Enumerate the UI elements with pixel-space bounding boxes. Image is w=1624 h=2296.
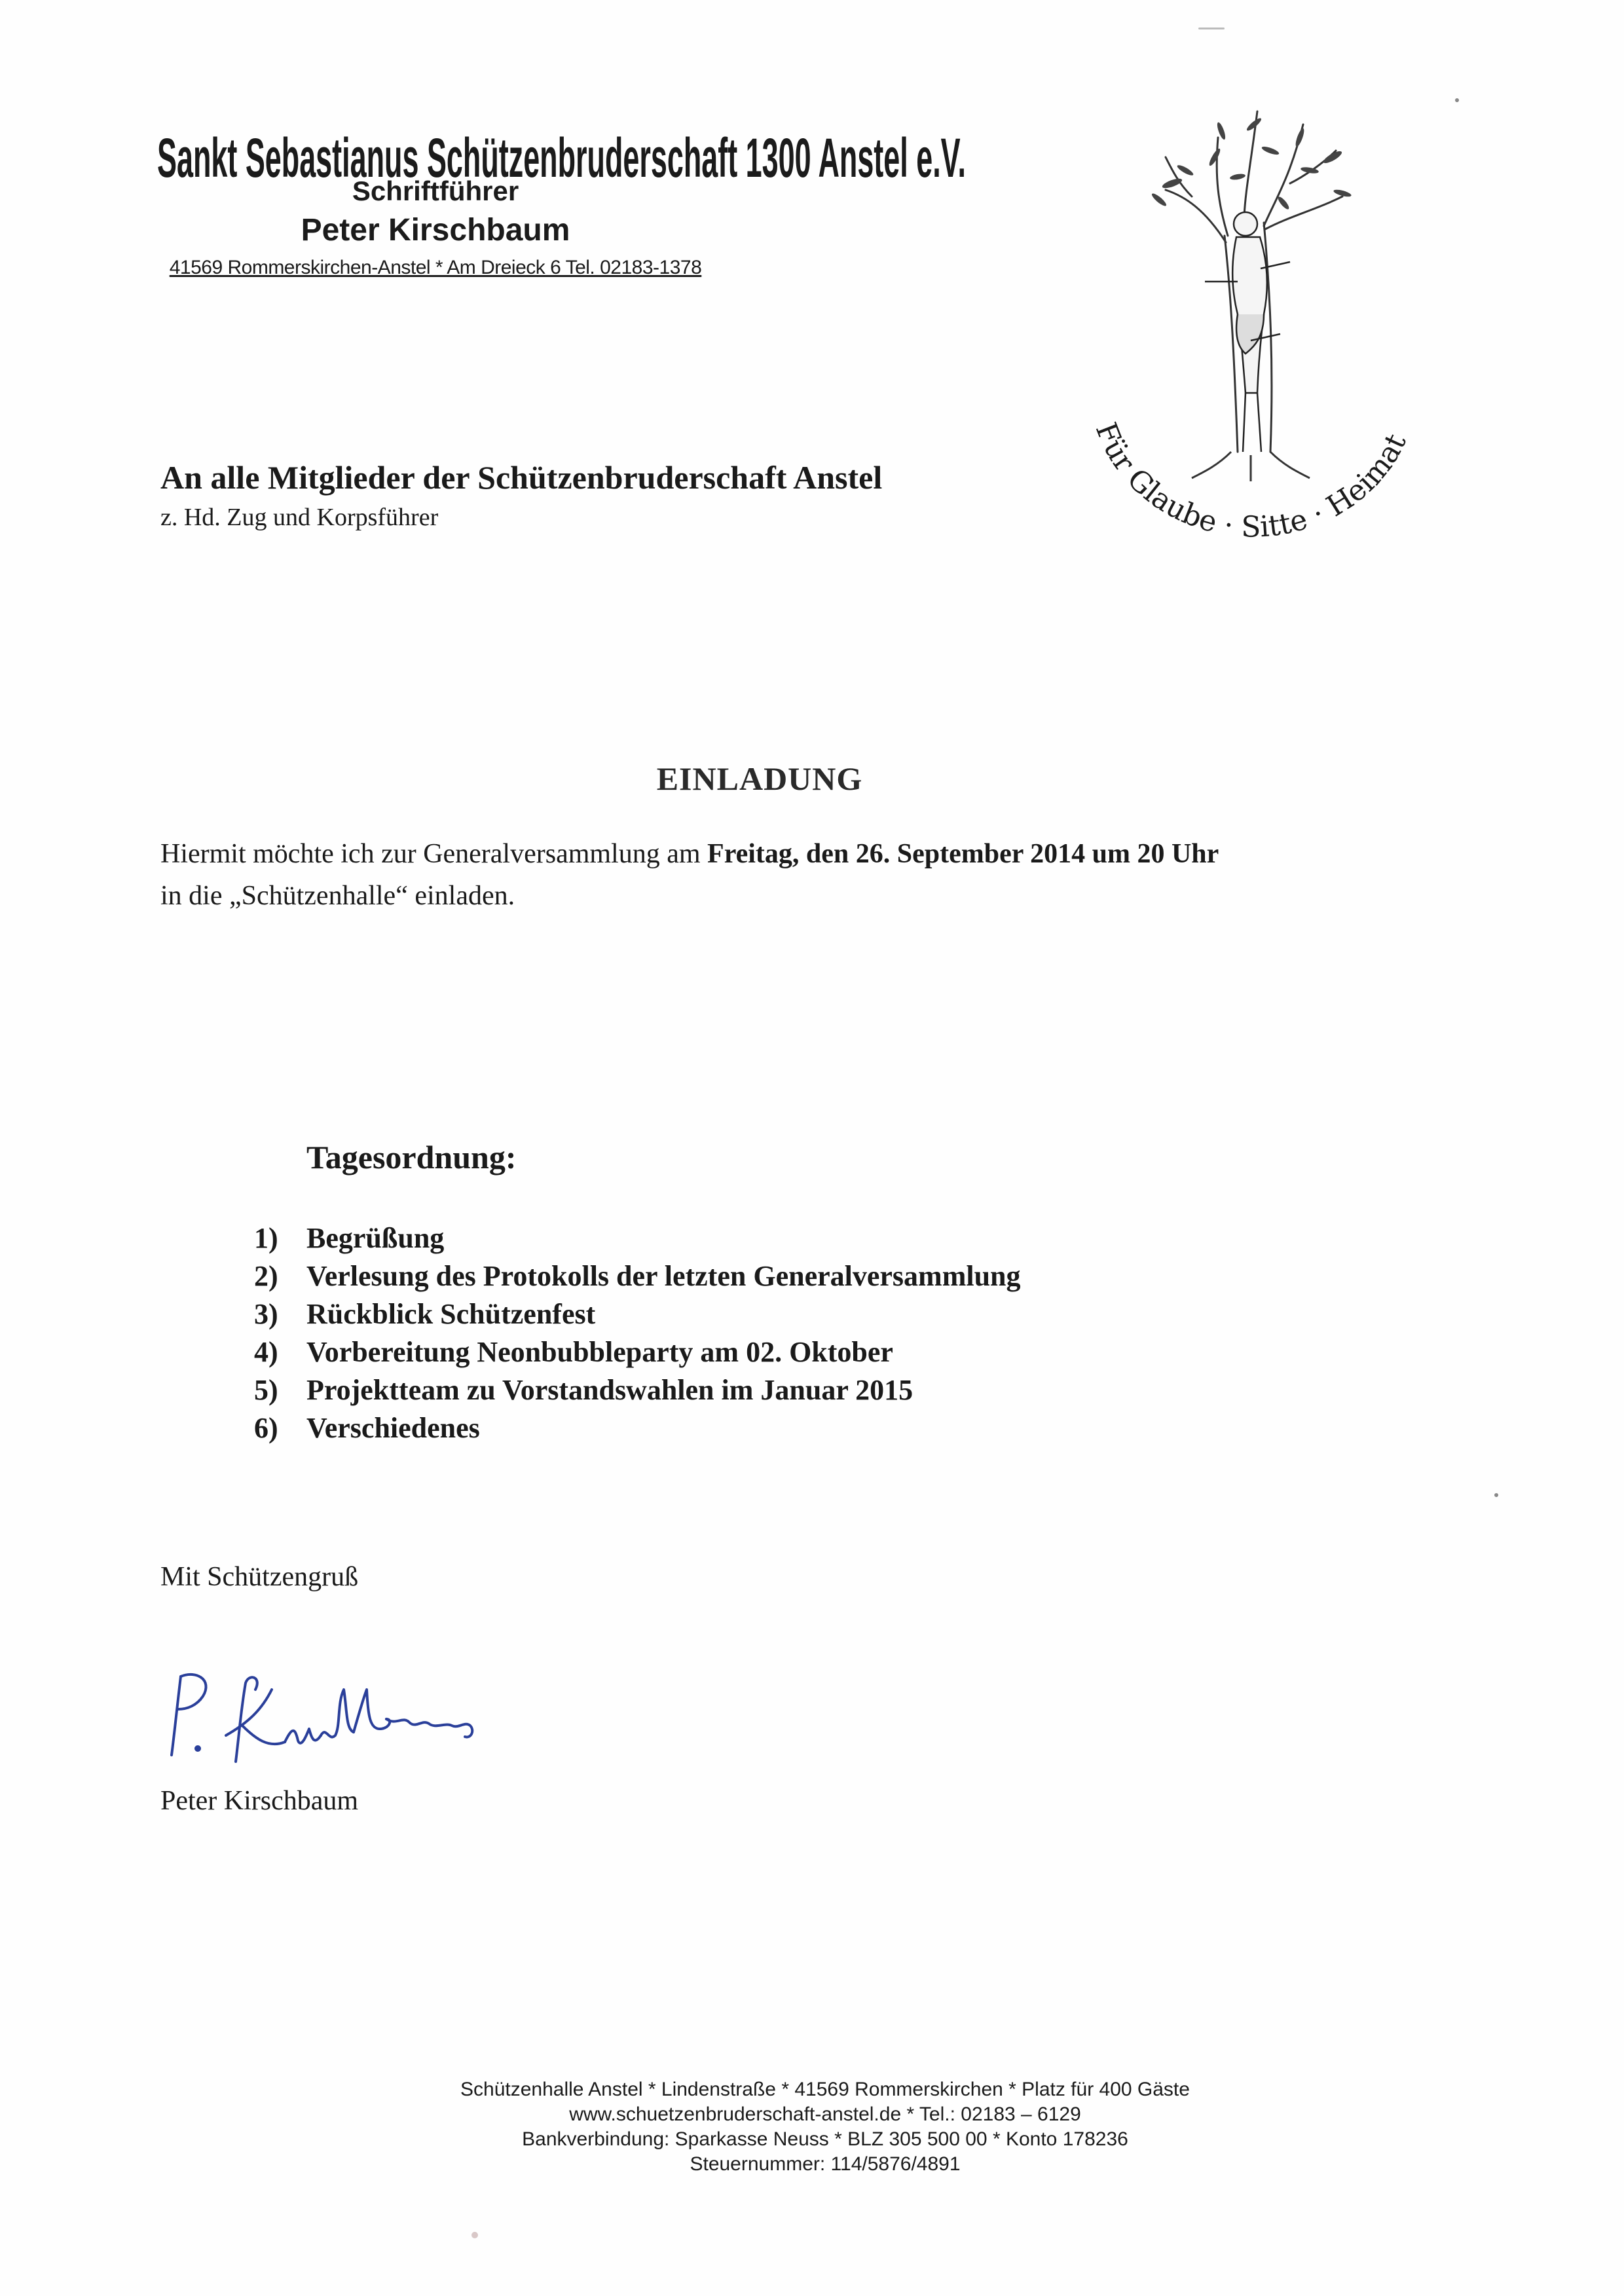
letterhead-role: Schriftführer <box>352 176 519 206</box>
letter-footer <box>0 2077 1624 2177</box>
footer-bank-line: Bankverbindung: Sparkasse Neuss * BLZ 305 500 00 * Konto 178236 <box>522 2128 1128 2150</box>
agenda-item-number: 4) <box>254 1336 278 1368</box>
invitation-paragraph <box>160 833 1503 917</box>
scan-artifact <box>1494 1493 1498 1497</box>
agenda-item-text: Verlesung des Protokolls der letzten Generalversammlung <box>306 1260 1021 1292</box>
invitation-text-end: in die „Schützenhalle“ einladen. <box>160 881 515 911</box>
agenda-item-text: Rückblick Schützenfest <box>306 1298 596 1330</box>
agenda-item-number: 6) <box>254 1412 278 1444</box>
agenda-item <box>254 1371 1021 1409</box>
handwritten-signature <box>157 1663 498 1768</box>
agenda-item-number: 2) <box>254 1260 278 1292</box>
agenda-item-text: Vorbereitung Neonbubbleparty am 02. Oktober <box>306 1336 893 1368</box>
invitation-date-time: Freitag, den 26. September 2014 um 20 Uhr <box>707 839 1219 869</box>
agenda-list <box>254 1219 1021 1447</box>
agenda-item-text: Projektteam zu Vorstandswahlen im Januar 2015 <box>306 1374 913 1406</box>
agenda-item <box>254 1295 1021 1333</box>
agenda-item <box>254 1219 1021 1257</box>
recipient-line: An alle Mitglieder der Schützenbruderschaft Anstel <box>160 459 883 496</box>
agenda-item-number: 3) <box>254 1298 278 1330</box>
agenda-heading: Tagesordnung: <box>306 1139 517 1176</box>
agenda-item <box>254 1333 1021 1371</box>
scan-artifact <box>1198 28 1225 29</box>
scan-artifact <box>471 2232 478 2238</box>
agenda-item-text: Begrüßung <box>306 1222 445 1254</box>
saint-sebastian-emblem <box>1074 85 1441 544</box>
invitation-text-start: Hiermit möchte ich zur Generalversammlung am <box>160 839 708 869</box>
organization-name: Sankt Sebastianus Schützenbruderschaft 1300 Anstel e.V. <box>157 127 966 189</box>
agenda-item-text: Verschiedenes <box>306 1412 480 1444</box>
agenda-item <box>254 1409 1021 1447</box>
closing-greeting: Mit Schützengruß <box>160 1562 359 1592</box>
agenda-item <box>254 1257 1021 1295</box>
footer-web-phone-line: www.schuetzenbruderschaft-anstel.de * Tel.: 02183 – 6129 <box>569 2103 1081 2125</box>
footer-tax-line: Steuernummer: 114/5876/4891 <box>690 2153 961 2175</box>
document-title: EINLADUNG <box>656 760 863 797</box>
signer-name: Peter Kirschbaum <box>160 1786 359 1816</box>
emblem-motto: Für Glaube · Sitte · Heimat <box>1088 418 1413 544</box>
footer-venue-line: Schützenhalle Anstel * Lindenstraße * 41569 Rommerskirchen * Platz für 400 Gäste <box>460 2079 1190 2100</box>
agenda-item-number: 1) <box>254 1222 278 1254</box>
agenda-item-number: 5) <box>254 1374 278 1406</box>
recipient-attention-line: z. Hd. Zug und Korpsführer <box>160 504 439 531</box>
letterhead-person: Peter Kirschbaum <box>301 213 570 248</box>
letterhead-address: 41569 Rommerskirchen-Anstel * Am Dreieck 6 Tel. 02183-1378 <box>169 257 702 278</box>
scan-artifact <box>1455 98 1459 102</box>
